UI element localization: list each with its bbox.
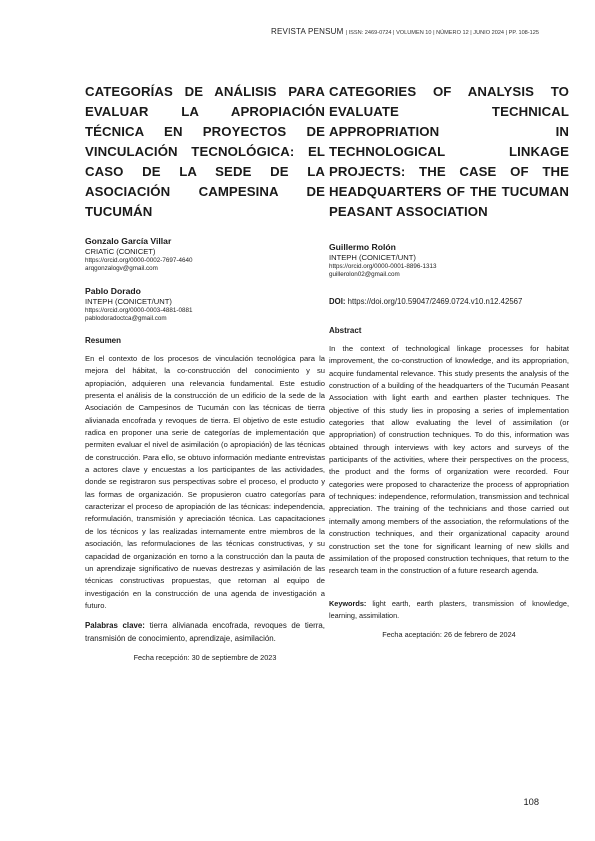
keywords-text: tierra alivianada encofrada, revoques de tierra, transmisión de conocimiento, aprendizaje, asimilación. [85, 621, 326, 643]
keywords-text: light earth, earth plasters, transmission of knowledge, learning, assimilation. [329, 598, 570, 620]
abstract-heading: Abstract [329, 326, 362, 335]
author-block-1 [85, 236, 325, 272]
keywords-label: Palabras clave: [85, 621, 145, 631]
page-number: 108 [523, 797, 539, 807]
running-header [271, 27, 539, 36]
keywords-label: Keywords: [329, 598, 367, 608]
author-email[interactable]: pablodoradoctca@gmail.com [85, 315, 167, 322]
author-orcid[interactable]: https://orcid.org/0000-0003-4881-0881 [85, 307, 193, 314]
author-email[interactable]: guillerolon02@gmail.com [329, 271, 400, 278]
author-affiliation: CRIATiC (CONICET) [85, 247, 156, 256]
author-orcid[interactable]: https://orcid.org/0000-0002-7697-4640 [85, 257, 193, 264]
abstract-text: In the context of technological linkage processes for habitat improvement, the co-construction of knowledge, and its appropriation, acquire fundamental relevance. This study presents the analysis of the construction of a building of the headquarters of the Tucumán Peasant Association with light earth and earthen plaster techniques. The objective of this study lies in proposing a series of implementation categories that allow evaluating the level of assimilation (or appropriation) of construction techniques. To do this, information was obtained through interviews with key actors and surveys of the participants of the activities, where their perspectives on the process, the product and the forms of organization were recorded. Four categories were proposed to characterize the process of appropriation of techniques: independence, reformulation, transmission and technical appreciation. The training of the technicians and those carried out internally among members of the association, the reformulations of the construction techniques, and their organizational capacity around construction set the tone for significant learning of new skills and assimilation of the proposed construction techniques, that return to the research team in the construction of a future research agenda. [329, 344, 569, 576]
doi-line [329, 297, 569, 306]
author-orcid[interactable]: https://orcid.org/0000-0001-8896-1313 [329, 263, 437, 270]
resumen-text: En el contexto de los procesos de vinculación tecnológica para la mejora del hábitat, la co-construcción del conocimiento y su apropiación, adquieren una relevancia fundamental. Este estudio presenta el análisis de la construcción de un edificio de la sede de la Asociación de Campesinos de Tucumán con las técnicas de tierra alivianada encofrada y revoques de tierra. El objetivo de este estudio radica en proponer una serie de categorías de implementación que permiten evaluar el nivel de asimilación (o apropiación) de las técnicas de construcción. Para ello, se obtuvo información mediante entrevistas a actores clave y encuestas a los participantes de las actividades, donde se registraron sus perspectivas sobre el proceso, el producto y las formas de organización. Se propusieron cuatro categorías para caracterizar el proceso de apropiación de las técnicas: independencia, reformulación, transmisión y apreciación técnica. Las capacitaciones de los técnicos y las realizadas internamente entre miembros de la asociación, las reformulaciones de las técnicas constructivas, y su capacidad de organización en torno a la construcción dan la pauta de un aprendizaje significativo de nuevas destrezas y asimilación de las técnicas constructivas propuestas, que retornan al equipo de investigación en la construcción de una agenda de investigación a futuro. [85, 354, 325, 610]
received-date: Fecha recepción: 30 de septiembre de 2023 [133, 653, 277, 663]
author-affiliation: INTEPH (CONICET/UNT) [329, 253, 416, 262]
author-affiliation: INTEPH (CONICET/UNT) [85, 297, 172, 306]
english-column [329, 82, 569, 639]
author-email[interactable]: arqgonzalogv@gmail.com [85, 265, 158, 272]
doi-link[interactable]: https://doi.org/10.59047/2469.0724.v10.n12.42567 [347, 297, 523, 306]
spanish-column [85, 82, 325, 662]
spanish-title: CATEGORÍAS DE ANÁLISIS PARA EVALUAR LA APROPIACIÓN TÉCNICA EN PROYECTOS DE VINCULACIÓN TECNOLÓGICA: EL CASO DE LA SEDE DE LA ASOCIACIÓN CAMPESINA DE TUCUMÁN [85, 84, 325, 219]
author-block-3 [329, 242, 569, 278]
issue-meta: | ISSN: 2469-0724 | VOLUMEN 10 | NÚMERO 12 | JUNIO 2024 | PP. 108-125 [345, 30, 539, 36]
resumen-heading: Resumen [85, 336, 122, 345]
doi-label: DOI: [329, 297, 346, 306]
keywords [329, 598, 569, 623]
accepted-date: Fecha aceptación: 26 de febrero de 2024 [382, 630, 516, 640]
author-name: Guillermo Rolón [329, 242, 396, 252]
author-name: Pablo Dorado [85, 286, 141, 296]
journal-name: REVISTA PENSUM [271, 27, 344, 36]
english-title: CATEGORIES OF ANALYSIS TO EVALUATE TECHNICAL APPROPRIATION IN TECHNOLOGICAL LINKAGE PROJECTS: THE CASE OF THE HEADQUARTERS OF THE TUCUMAN PEASANT ASSOCIATION [329, 84, 569, 219]
palabras-clave [85, 620, 325, 645]
author-block-2 [85, 286, 325, 322]
author-name: Gonzalo García Villar [85, 236, 172, 246]
